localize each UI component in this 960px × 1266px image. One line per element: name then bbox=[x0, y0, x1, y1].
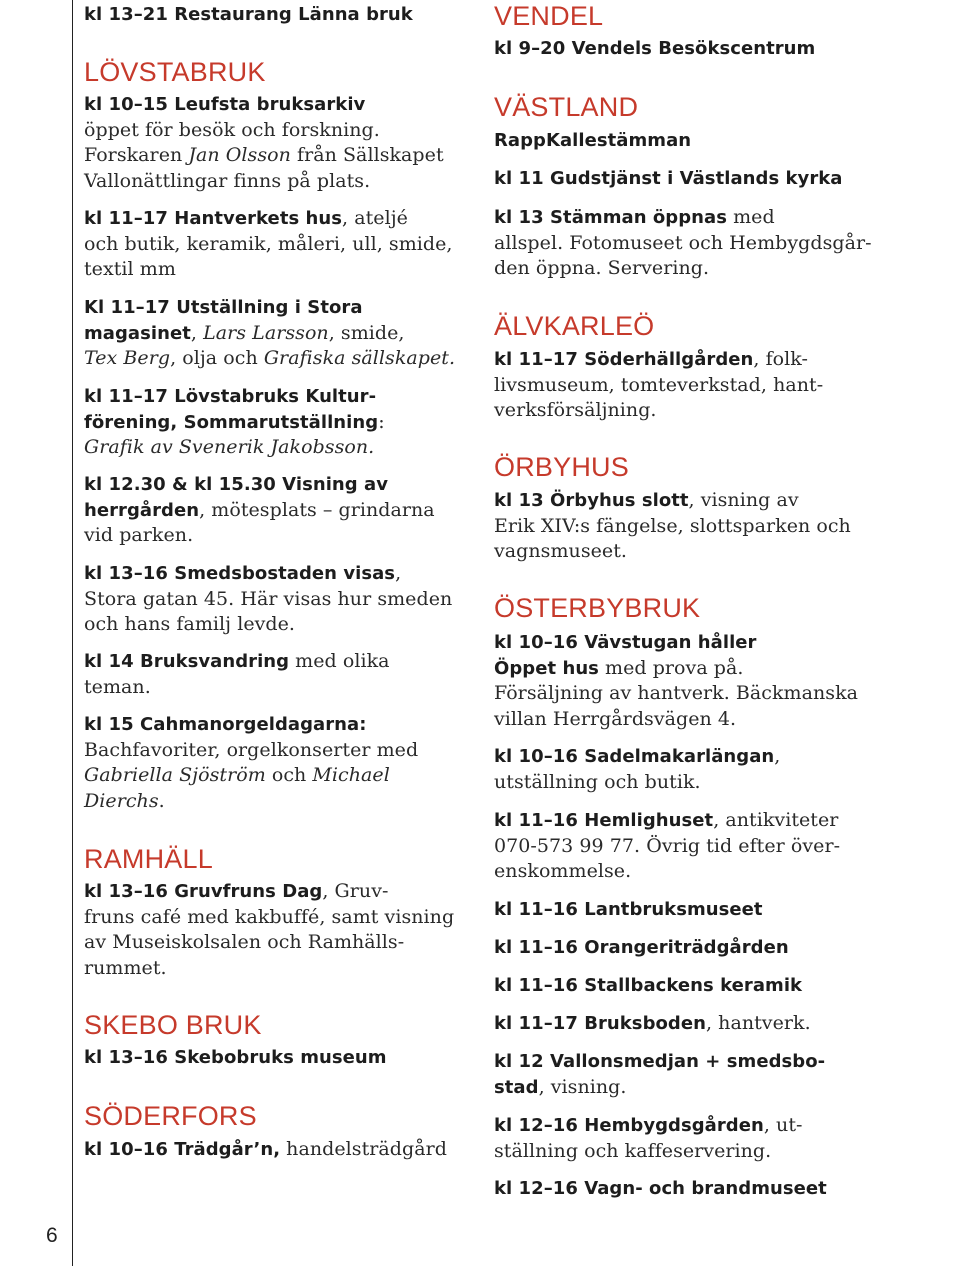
entry-title: kl 11–16 Stallbackens keramik bbox=[494, 975, 803, 996]
entry-gruvfruns-dag bbox=[84, 879, 476, 981]
entry-lanna-title: kl 13–21 Restaurang Länna bruk bbox=[84, 4, 413, 25]
entry-tradgarn bbox=[84, 1137, 476, 1163]
person-name: Tex Berg bbox=[84, 347, 171, 370]
entry-text: , visning av bbox=[688, 489, 799, 511]
entry-kulturforening bbox=[84, 384, 476, 461]
entry-text: , smide, bbox=[328, 321, 405, 344]
entry-text: , bbox=[190, 321, 204, 344]
entry-gudstjanst bbox=[494, 166, 924, 192]
entry-hembygdsgarden bbox=[494, 1113, 924, 1164]
entry-text: , bbox=[774, 745, 781, 767]
entry-text: Bachfavoriter, orgelkonserter med bbox=[84, 738, 419, 761]
entry-title: kl 11–16 Orangeriträdgården bbox=[494, 937, 789, 958]
entry-vendels-besokscentrum bbox=[494, 36, 924, 62]
entry-title: kl 15 Cahmanorgeldagarna: bbox=[84, 714, 367, 735]
entry-title: kl 11–17 Hantverkets hus bbox=[84, 208, 343, 229]
entry-orangeritradgarden bbox=[494, 935, 924, 961]
entry-rappkallestamman bbox=[494, 128, 924, 154]
entry-text: med bbox=[727, 206, 775, 228]
entry-text: , olja och bbox=[170, 347, 264, 370]
entry-text: , mötesplats – grindarna bbox=[199, 498, 435, 521]
entry-title: kl 13 Stämman öppnas bbox=[494, 207, 727, 228]
entry-title: Öppet hus bbox=[494, 657, 599, 679]
entry-text: och butik, keramik, måleri, ull, smide, bbox=[84, 232, 453, 255]
entry-title: RappKallestämman bbox=[494, 130, 692, 151]
entry-text: Erik XIV:s fängelse, slottsparken och bbox=[494, 514, 851, 537]
entry-text: 070-573 99 77. Övrig tid efter över- bbox=[494, 834, 841, 857]
heading-vendel: VENDEL bbox=[494, 1, 604, 31]
entry-title: förening, Sommarutställning bbox=[84, 411, 379, 433]
entry-text: Stora gatan 45. Här visas hur smeden bbox=[84, 587, 453, 610]
entry-title: stad bbox=[494, 1076, 539, 1098]
entry-title: magasinet bbox=[84, 322, 191, 344]
heading-skebo-bruk: SKEBO BRUK bbox=[84, 1010, 262, 1040]
entry-text: livsmuseum, tomteverkstad, hant- bbox=[494, 373, 824, 396]
heading-alvkarleo: ÄLVKARLEÖ bbox=[494, 311, 655, 341]
entry-lantbruksmuseet bbox=[494, 897, 924, 923]
entry-title: herrgården bbox=[84, 499, 200, 521]
entry-vagn-och-brandmuseet bbox=[494, 1176, 924, 1202]
entry-title: kl 10–16 Vävstugan håller bbox=[494, 632, 757, 653]
organization-name: Grafiska sällskapet. bbox=[263, 347, 456, 370]
heading-soderfors: SÖDERFORS bbox=[84, 1101, 257, 1131]
entry-text: . bbox=[158, 789, 165, 812]
entry-text: vid parken. bbox=[84, 524, 194, 547]
entry-text: utställning och butik. bbox=[494, 770, 701, 793]
entry-text: Försäljning av hantverk. Bäckmanska bbox=[494, 682, 859, 705]
entry-smedsbostaden bbox=[84, 561, 476, 638]
entry-title: kl 13 Örbyhus slott bbox=[494, 490, 689, 511]
entry-skebobruks-museum bbox=[84, 1045, 476, 1071]
entry-leufsta bbox=[84, 92, 476, 194]
entry-text: från Sällskapet bbox=[290, 144, 444, 167]
person-name: Dierchs bbox=[84, 789, 159, 812]
entry-text: och hans familj levde. bbox=[84, 613, 296, 636]
entry-cahmanorgeldagarna bbox=[84, 712, 476, 814]
entry-text: verksförsäljning. bbox=[494, 399, 657, 422]
entry-text: enskommelse. bbox=[494, 860, 632, 883]
entry-text: , folk- bbox=[753, 348, 808, 370]
entry-text: , hantverk. bbox=[705, 1012, 811, 1034]
entry-text: fruns café med kakbuffé, samt visning bbox=[84, 905, 455, 928]
entry-text: öppet för besök och forskning. bbox=[84, 118, 380, 141]
entry-title: kl 10–16 Trädgår’n, bbox=[84, 1139, 281, 1160]
page-number: 6 bbox=[46, 1224, 58, 1247]
entry-title: kl 12–16 Vagn- och brandmuseet bbox=[494, 1178, 827, 1199]
entry-text: textil mm bbox=[84, 258, 176, 281]
entry-orbyhus-slott bbox=[494, 488, 924, 565]
person-name: Gabriella Sjöström bbox=[84, 764, 266, 787]
entry-text: av Museiskolsalen och Ramhälls- bbox=[84, 931, 405, 954]
entry-title: kl 9–20 Vendels Besökscentrum bbox=[494, 38, 816, 59]
heading-osterbybruk: ÖSTERBYBRUK bbox=[494, 593, 701, 623]
person-name: Lars Larsson bbox=[203, 321, 329, 344]
person-name: Jan Olsson bbox=[188, 144, 291, 167]
entry-text: vagnsmuseet. bbox=[494, 540, 627, 563]
entry-title: kl 13–16 Gruvfruns Dag bbox=[84, 881, 323, 902]
entry-text: , Gruv- bbox=[322, 880, 389, 902]
entry-title: kl 13–16 Skebobruks museum bbox=[84, 1047, 387, 1068]
entry-bruksvandring bbox=[84, 649, 476, 700]
entry-text: allspel. Fotomuseet och Hembygdsgår- bbox=[494, 231, 872, 254]
entry-title: kl 11–17 Bruksboden bbox=[494, 1013, 706, 1034]
entry-title: kl 12–16 Hembygdsgården bbox=[494, 1115, 764, 1136]
entry-stallbackens-keramik bbox=[494, 973, 924, 999]
entry-text: , ateljé bbox=[342, 207, 408, 229]
entry-text: med olika bbox=[289, 650, 390, 672]
entry-soderhallgarden bbox=[494, 347, 924, 424]
entry-text: Vallonättlingar finns på plats. bbox=[84, 169, 371, 192]
entry-sadelmakarlangan bbox=[494, 744, 924, 795]
person-name: Michael bbox=[312, 764, 390, 787]
heading-vastland: VÄSTLAND bbox=[494, 92, 639, 122]
entry-text: : bbox=[378, 410, 385, 433]
entry-text: teman. bbox=[84, 675, 151, 698]
entry-text: handelsträdgård bbox=[280, 1138, 447, 1160]
entry-title: kl 10–16 Sadelmakarlängan bbox=[494, 746, 775, 767]
entry-title: kl 11 Gudstjänst i Västlands kyrka bbox=[494, 168, 843, 189]
entry-title: kl 14 Bruksvandring bbox=[84, 651, 290, 672]
entry-text: Forskaren bbox=[84, 144, 189, 167]
entry-stamman-oppnas bbox=[494, 205, 924, 282]
entry-hantverkets-hus bbox=[84, 206, 476, 283]
entry-vallonsmedjan bbox=[494, 1049, 924, 1100]
entry-herrgarden bbox=[84, 472, 476, 549]
entry-title: kl 12 Vallonsmedjan + smedsbo- bbox=[494, 1051, 826, 1072]
entry-title: kl 10–15 Leufsta bruksarkiv bbox=[84, 94, 366, 115]
entry-text: med prova på. bbox=[598, 656, 744, 679]
entry-hemlighuset bbox=[494, 808, 924, 885]
entry-text: , antikviteter bbox=[713, 809, 839, 831]
entry-title: kl 11–17 Lövstabruks Kultur- bbox=[84, 386, 377, 407]
entry-lanna bbox=[84, 2, 476, 28]
entry-utstallning bbox=[84, 295, 476, 372]
entry-text: ställning och kaffeservering. bbox=[494, 1139, 772, 1162]
heading-orbyhus: ÖRBYHUS bbox=[494, 452, 629, 482]
entry-title: kl 11–17 Söderhällgården bbox=[494, 349, 754, 370]
exhibition-name: Grafik av Svenerik Jakobsson. bbox=[84, 436, 375, 459]
entry-text: , ut- bbox=[763, 1114, 803, 1136]
entry-vavstugan bbox=[494, 630, 924, 732]
margin-rule bbox=[72, 0, 73, 1266]
entry-bruksboden bbox=[494, 1011, 924, 1037]
entry-title: Kl 11–17 Utställning i Stora bbox=[84, 297, 363, 318]
entry-title: kl 11–16 Hemlighuset bbox=[494, 810, 714, 831]
entry-title: kl 13–16 Smedsbostaden visas bbox=[84, 563, 396, 584]
entry-text: och bbox=[265, 764, 313, 787]
entry-title: kl 11–16 Lantbruksmuseet bbox=[494, 899, 763, 920]
entry-text: , bbox=[395, 562, 402, 584]
entry-text: den öppna. Servering. bbox=[494, 257, 710, 280]
entry-text: rummet. bbox=[84, 956, 167, 979]
heading-lovstabruk: LÖVSTABRUK bbox=[84, 57, 266, 87]
entry-text: villan Herrgårdsvägen 4. bbox=[494, 707, 737, 730]
heading-ramhall: RAMHÄLL bbox=[84, 844, 213, 874]
entry-title: kl 12.30 & kl 15.30 Visning av bbox=[84, 474, 389, 495]
entry-text: , visning. bbox=[538, 1075, 627, 1098]
